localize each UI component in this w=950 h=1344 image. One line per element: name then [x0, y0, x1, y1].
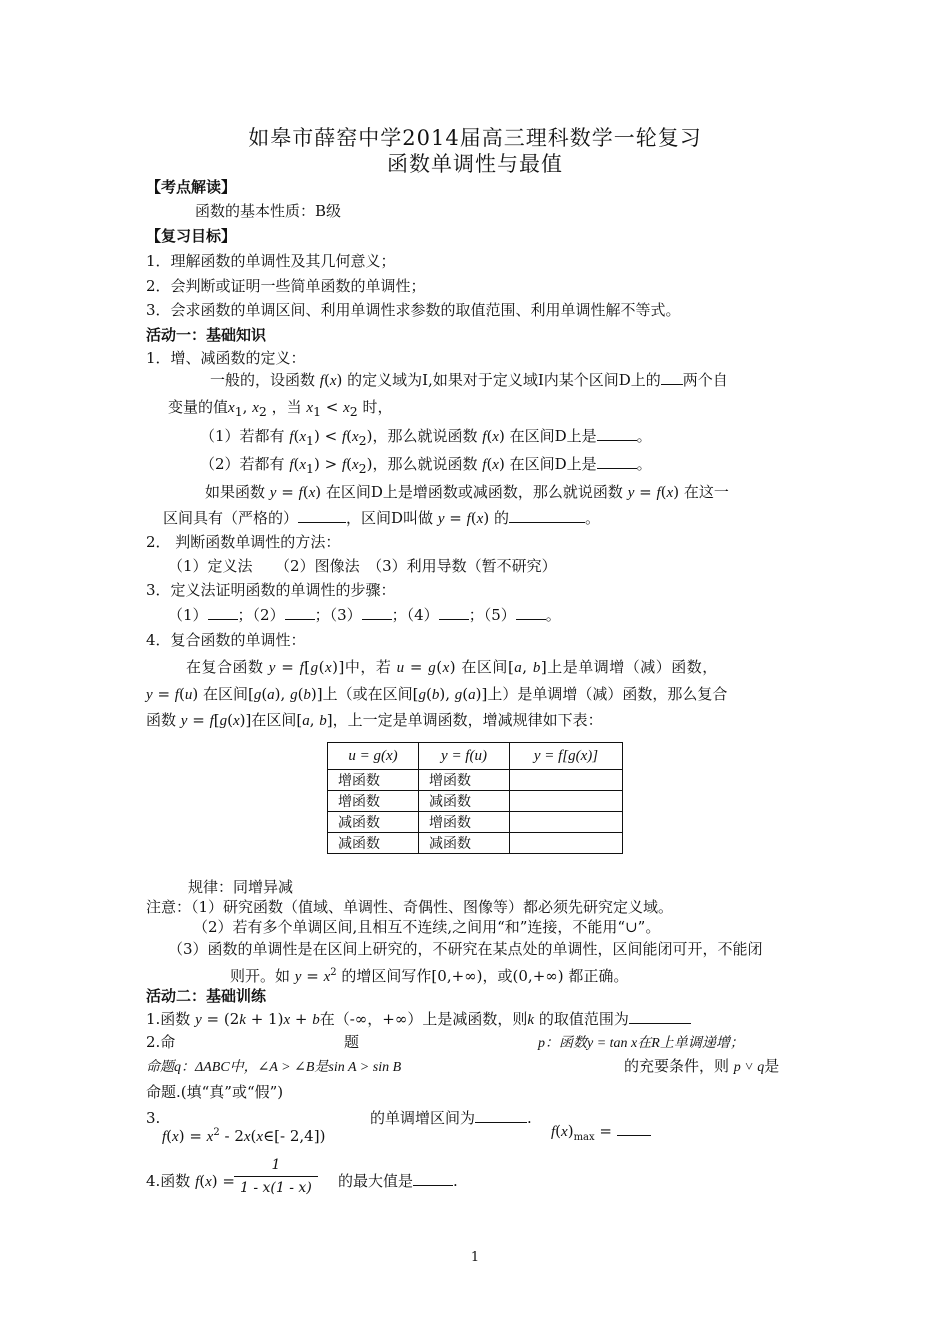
- activity-1-heading: 活动一：基础知识: [146, 326, 267, 344]
- goal-2: 2．会判断或证明一些简单函数的单调性；: [146, 277, 426, 295]
- question-3-label: 3.: [146, 1109, 161, 1127]
- question-2-e: 的充要条件，则 p ˅ q是: [624, 1057, 780, 1075]
- composite-line-3: 函数 y = f[g(x)]在区间[a, b]，上一定是单调函数，增减规律如下表：: [146, 711, 603, 729]
- question-2-h: 命题.(填“真”或“假”): [146, 1083, 284, 1101]
- table-header: y = f(u): [419, 743, 510, 770]
- composite-rule-table: [327, 742, 623, 854]
- def-heading: 1．增、减函数的定义：: [146, 349, 306, 367]
- kaodian-text: 函数的基本性质：B级: [195, 202, 342, 220]
- blank-decreasing: [597, 453, 637, 469]
- section-kaodian: 【考点解读】: [146, 178, 237, 196]
- question-2-q: 命题q：ΔABC中，∠A > ∠B是sin A > sin B: [146, 1060, 402, 1075]
- composite-heading: 4．复合函数的单调性：: [146, 631, 306, 649]
- note-2: （2）若有多个单调区间,且相互不连续,之间用“和”连接，不能用“∪”。: [193, 918, 661, 936]
- def-case-2: （2）若都有 $f(x_1) > f(x_2)$，那么就说函数 f(x) 在区间D上是 。: [200, 455, 652, 476]
- blank-increasing: [597, 425, 637, 441]
- blank-any: [661, 369, 683, 385]
- steps-line: （1） ；（2） ；（3） ；（4） ；（5） 。: [168, 606, 561, 624]
- page-subtitle: 函数单调性与最值: [387, 152, 563, 176]
- blank-q3: [475, 1107, 527, 1123]
- composite-line-2: y = f(u) 在区间[g(a), g(b)]上（或在区间[g(b), g(a)]上）是单调增（减）函数，那么复合: [146, 685, 728, 703]
- question-4-text: 的最大值是 .: [338, 1172, 458, 1190]
- activity-2-heading: 活动二：基础训练: [146, 987, 267, 1005]
- monotone-line-2: 区间具有（严格的） ，区间D叫做 y = f(x) 的 。: [163, 509, 600, 527]
- question-4-label: 4.函数 f(x) =: [146, 1172, 235, 1190]
- rule-text: 规律：同增异减: [188, 878, 294, 896]
- method-heading: 2． 判断函数单调性的方法：: [146, 533, 341, 551]
- question-2-p: p：函数y = tan x在R上单调递增；: [538, 1036, 744, 1051]
- blank-monotonicity: [298, 507, 346, 523]
- blank-interval: [509, 507, 585, 523]
- page-title: 如皋市薛窑中学2014届高三理科数学一轮复习: [248, 126, 702, 150]
- def-line-1: 一般的，设函数 f(x) 的定义域为I,如果对于定义域I内某个区间D上的 两个自: [210, 371, 728, 389]
- blank-q3-max: [617, 1120, 651, 1136]
- goal-1: 1．理解函数的单调性及其几何意义；: [146, 252, 396, 270]
- def-line-2: 变量的值$x_1$, $x_2$ ，当 $x_1 < x_2$ 时，: [168, 398, 393, 419]
- def-case-1: （1）若都有 $f(x_1) < f(x_2)$，那么就说函数 f(x) 在区间D上是 。: [200, 427, 652, 448]
- table-row: 减函数 增函数: [328, 812, 623, 833]
- method-list: （1）定义法 （2）图像法 （3）利用导数（暂不研究）: [168, 557, 557, 575]
- composite-line-1: 在复合函数 y = f[g(x)]中，若 u = g(x) 在区间[a, b]上是单调增（减）函数，: [186, 658, 718, 676]
- table-header: y = f[g(x)]: [510, 743, 623, 770]
- table-row: 增函数 增函数: [328, 770, 623, 791]
- note-1: 注意：（1）研究函数（值域、单调性、奇偶性、图像等）都必须先研究定义域。: [146, 898, 674, 916]
- goal-3: 3．会求函数的单调区间、利用单调性求参数的取值范围、利用单调性解不等式。: [146, 301, 681, 319]
- question-3-expr: $f(x) = x^2$ - 2x(x∈[- 2,4]): [162, 1127, 326, 1145]
- question-4-fraction: $\frac{1}{1 - x(1 - x)}$: [234, 1154, 318, 1199]
- question-3-max: $f(x)_{max}$ =: [551, 1120, 651, 1149]
- question-3-text: 的单调增区间为 .: [370, 1109, 532, 1127]
- table-header-row: [328, 743, 623, 770]
- note-3: （3）函数的单调性是在区间上研究的，不研究在某点处的单调性，区间能闭可开，不能闭: [168, 940, 763, 958]
- blank-q4: [413, 1170, 453, 1186]
- question-2-b: 题: [344, 1033, 360, 1051]
- question-1: 1.函数 y = (2k + 1)x + b在（-∞，+∞）上是减函数，则k 的取值范围为: [146, 1008, 691, 1031]
- table-row: 减函数 减函数: [328, 833, 623, 854]
- section-mubiao: 【复习目标】: [146, 227, 237, 245]
- table-row: 增函数 减函数: [328, 791, 623, 812]
- page-number: 1: [470, 1250, 480, 1265]
- steps-heading: 3．定义法证明函数的单调性的步骤：: [146, 581, 396, 599]
- monotone-line-1: 如果函数 y = f(x) 在区间D上是增函数或减函数，那么就说函数 y = f(x) 在这一: [205, 483, 729, 501]
- note-4: 则开。如 $y = x^2$ 的增区间写作[0,+∞)，或(0,+∞) 都正确。: [230, 967, 629, 985]
- question-2-a: 2.命: [146, 1033, 176, 1051]
- table-header: u = g(x): [328, 743, 419, 770]
- blank-q1: [629, 1008, 691, 1024]
